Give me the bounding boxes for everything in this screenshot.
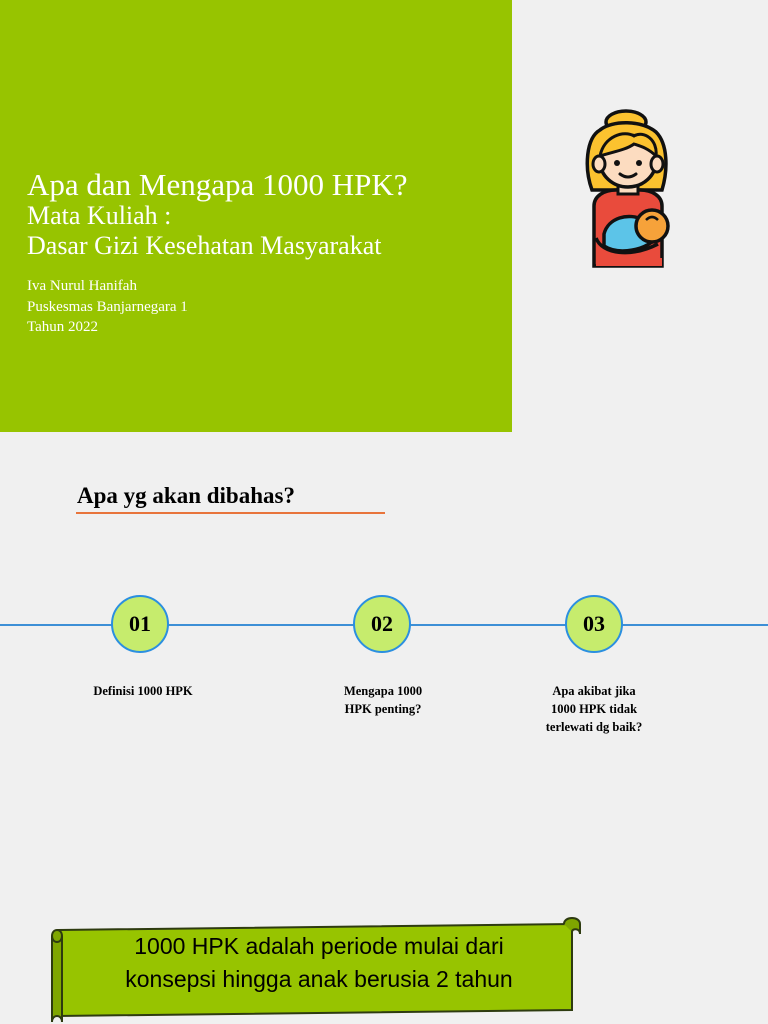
outline-heading: Apa yg akan dibahas? xyxy=(77,483,295,508)
definition-line-1: 1000 HPK adalah periode mulai dari xyxy=(134,933,504,959)
step-1-caption xyxy=(73,682,213,700)
definition-text xyxy=(62,930,576,996)
heading-underline xyxy=(76,512,385,514)
step-2-caption-line-2: HPK penting? xyxy=(344,702,422,716)
course-subtitle xyxy=(27,201,381,261)
author-name: Iva Nurul Hanifah xyxy=(27,278,137,294)
step-1-caption-line: Definisi 1000 HPK xyxy=(93,684,193,698)
title-panel xyxy=(0,0,512,432)
presentation-year: Tahun 2022 xyxy=(27,319,99,335)
step-3-caption-line-3: terlewati dg baik? xyxy=(545,720,643,734)
slide-title: Apa dan Mengapa 1000 HPK? xyxy=(27,167,408,202)
presenter-info xyxy=(27,276,188,338)
step-3-caption-line-2: 1000 HPK tidak xyxy=(550,702,638,716)
course-name: Dasar Gizi Kesehatan Masyarakat xyxy=(27,231,382,260)
breastfeeding-mother-icon xyxy=(578,108,682,270)
course-label: Mata Kuliah : xyxy=(27,201,172,230)
step-2-caption-line-1: Mengapa 1000 xyxy=(343,684,423,698)
step-3-caption xyxy=(524,682,664,736)
step-2-marker: 02 xyxy=(353,595,411,653)
institution-name: Puskesmas Banjarnegara 1 xyxy=(27,298,188,315)
step-3-marker: 03 xyxy=(565,595,623,653)
definition-line-2: konsepsi hingga anak berusia 2 tahun xyxy=(125,966,513,992)
step-2-caption xyxy=(313,682,453,718)
step-1-marker: 01 xyxy=(111,595,169,653)
step-3-caption-line-1: Apa akibat jika xyxy=(552,684,636,698)
